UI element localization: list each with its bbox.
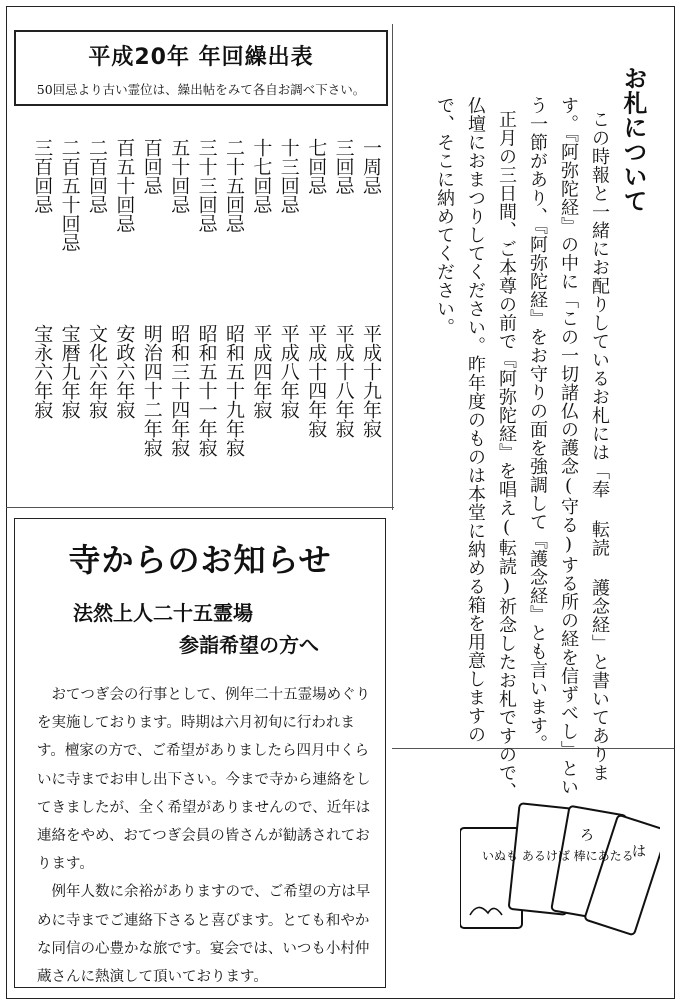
death-year-label: 平成十九年寂 [360, 324, 382, 438]
death-year-label: 宝永六年寂 [31, 324, 54, 419]
death-year-label: 平成四年寂 [250, 324, 273, 419]
notice-line-5: 仏壇におまつりしてください。昨年度のものは本堂に納める箱を用意しますの [465, 96, 486, 744]
death-year-label: 昭和五十一年寂 [195, 324, 218, 457]
temple-news-subtitle-1: 法然上人二十五霊場 [73, 601, 253, 625]
section-divider [6, 507, 394, 508]
temple-news-paragraph-1: おてつぎ会の行事として、例年二十五霊場めぐりを実施しております。時期は六月初旬に行われます。檀家の方で、ご希望がありましたら四月中くらいに寺までお申し出下さい。今まで寺から連絡をしてきましたが、全く希望がありませんので、近年は連絡をやめ、おてつぎ会員の皆さんが勧誘されております。 [37, 687, 371, 873]
temple-news-paragraph-2: 例年人数に余裕がありますので、ご希望の方は早めに寺までご連絡下さると喜びます。とても和やかな同信の心豊かな旅です。宴会では、いつも小村仲蔵さんに熱演して頂いております。 [37, 884, 371, 986]
anniversary-label: 七回忌 [305, 138, 328, 195]
karuta-cards-icon [460, 800, 660, 960]
death-year-label: 平成十四年寂 [305, 324, 328, 438]
card-text-2: ろ [580, 828, 594, 844]
memorial-note: 50回忌より古い霊位は、繰出帖をみて各自お調べ下さい。 [36, 82, 366, 97]
anniversary-label: 五十回忌 [168, 138, 191, 214]
anniversary-label: 十三回忌 [277, 138, 300, 214]
death-year-label: 平成八年寂 [277, 324, 300, 419]
notice-section [400, 30, 668, 801]
notice-line-3: う一節があり、『阿弥陀経』をお守りの面を強調して『護念経』とも言います。 [527, 96, 548, 753]
notice-line-2: す。『阿弥陀経』の中に「この一切諸仏の護念(守る)する所の経を信ずべし」とい [558, 96, 579, 796]
anniversary-label: 三百回忌 [31, 138, 54, 214]
anniversary-label: 百五十回忌 [113, 138, 136, 233]
anniversary-label: 三回忌 [332, 138, 355, 195]
anniversary-label: 二百五十回忌 [58, 138, 81, 252]
death-year-label: 文化六年寂 [86, 324, 108, 419]
anniversary-label: 三十三回忌 [195, 138, 218, 233]
column-divider [392, 24, 393, 510]
death-year-label: 宝暦九年寂 [58, 324, 81, 419]
death-year-label: 昭和五十九年寂 [223, 324, 245, 457]
anniversary-label: 一周忌 [360, 138, 382, 195]
anniversary-label: 二十五回忌 [223, 138, 245, 233]
death-year-label: 平成十八年寂 [332, 324, 355, 438]
card-text-3: は [632, 844, 646, 860]
anniversary-label: 十七回忌 [250, 138, 273, 214]
temple-news-title: 寺からのお知らせ [68, 541, 332, 579]
anniversary-label: 二百回忌 [86, 138, 108, 214]
anniversary-label: 百回忌 [140, 138, 163, 195]
card-text-1: いぬも あるけば 棒にあたる [482, 849, 634, 863]
temple-news-box [14, 518, 386, 988]
memorial-title-box [14, 30, 388, 106]
temple-news-subtitle-2: 参詣希望の方へ [179, 633, 319, 657]
notice-line-6: で、そこに納めてください。 [434, 96, 455, 337]
notice-line-4: 正月の三日間、ご本尊の前で『阿弥陀経』を唱え(転読)祈念したお札ですので、 [496, 110, 517, 801]
memorial-title: 平成20年 年回繰出表 [88, 45, 314, 70]
death-year-label: 安政六年寂 [113, 324, 136, 419]
notice-line-1: この時報と一緒にお配りしているお札には「奉 転読 護念経」と書いてありま [589, 110, 610, 782]
temple-news-body [37, 681, 371, 991]
death-year-label: 明治四十二年寂 [140, 324, 163, 457]
death-year-label: 昭和三十四年寂 [168, 324, 191, 457]
notice-title: お札について [619, 66, 647, 213]
